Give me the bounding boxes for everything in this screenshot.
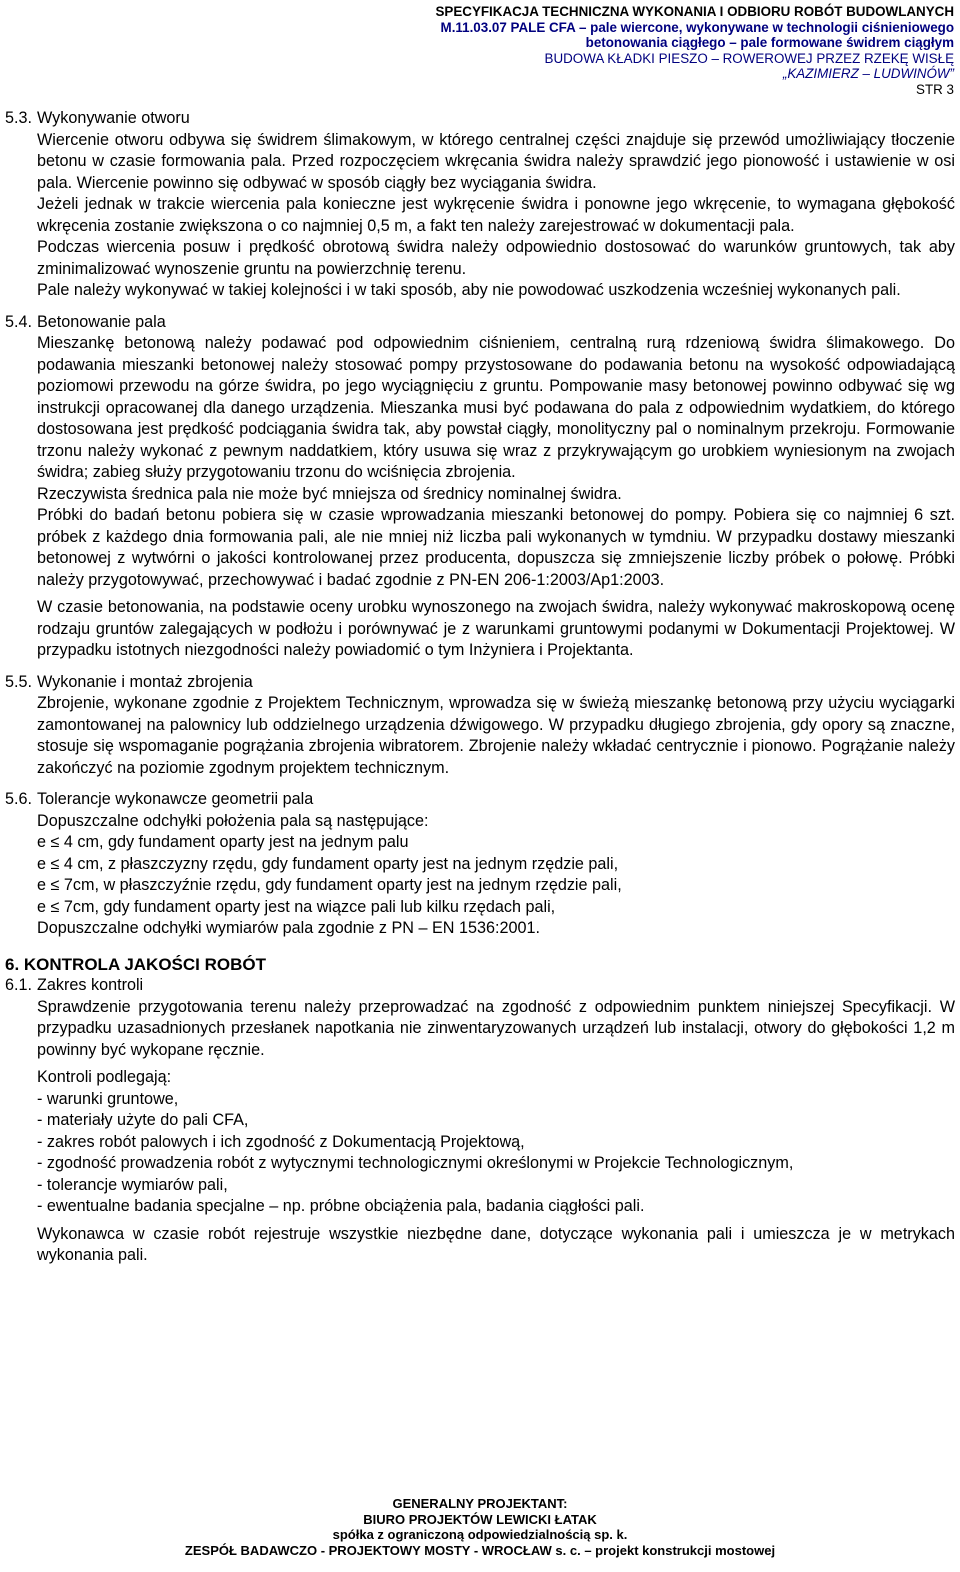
paragraph: Mieszankę betonową należy podawać pod odpowiednim ciśnieniem, centralną rurą rdzeniową świdra ślimakowego. Do podawania mieszanki betonowej należy stosować pompy przystosowane do podawania betonu na wysokość odpowiadającą poziomowi przewodu na górze świdra, po jego wyciągnięciu z gruntu. Pompowanie masy betonowej powinno odbywać się wg instrukcji opracowanej dla danego urządzenia. Mieszanka musi być podawana do pala z odpowiednim wydatkiem, do którego dostosowana jest prędkość podciągania świdra tak, aby powstał ciągły, monolityczny pal o nominalnym przekroju. Formowanie trzonu należy wykonać z pewnym naddatkiem, który usuwa się wraz z przykrywającym go urobkiem wyniesionym na zwojach świdra; zabieg służy przygotowaniu trzonu do wciśnięcia zbrojenia. (37, 334, 955, 481)
section-5-5-body (37, 693, 955, 779)
footer-company: BIURO PROJEKTÓW LEWICKI ŁATAK (363, 1511, 597, 1527)
section-number: 5.5. (5, 672, 33, 691)
list-item: e ≤ 4 cm, z płaszczyzny rzędu, gdy fundament oparty jest na jednym rzędzie pali, (37, 854, 619, 873)
section-5-4-body (37, 333, 955, 662)
paragraph: Sprawdzenie przygotowania terenu należy przeprowadzać na zgodność z odpowiednim punktem niniejszej Specyfikacji. W przypadku uzasadnionych przesłanek napotkania nie zinwentaryzowanych urządzeń lub instalacji, otwory do głębokości 1,2 m powinny być wykopane ręcznie. (37, 997, 955, 1059)
control-list (37, 1067, 955, 1218)
list-item: - materiały użyte do pali CFA, (37, 1111, 249, 1129)
section-5-6-heading (5, 789, 955, 811)
list-item: - zakres robót palowych i ich zgodność z Dokumentacją Projektową, (37, 1132, 525, 1151)
section-5-5-heading (5, 672, 955, 694)
section-number: 5.6. (5, 790, 33, 808)
section-6-1-body (37, 997, 955, 1267)
footer-label: GENERALNY PROJEKTANT: (392, 1496, 568, 1511)
paragraph: Wiercenie otworu odbywa się świdrem ślimakowym, w którego centralnej części znajduje się przewód umożliwiający tłoczenie betonu w czasie formowania pala. Przed rozpoczęciem wkręcania świdra należy sprawdzić jego pionowość i ustawienie w osi pala. Wiercenie powinno się odbywać w sposób ciągły bez wyciągania świdra. (37, 130, 955, 192)
paragraph: Wykonawca w czasie robót rejestruje wszystkie niezbędne dane, dotyczące wykonania pali i umieszcza je w metrykach wykonania pali. (37, 1224, 955, 1264)
footer-team: ZESPÓŁ BADAWCZO - PROJEKTOWY MOSTY - WROCŁAW s. c. – projekt konstrukcji mostowej (184, 1542, 776, 1558)
chapter-6-heading: 6. KONTROLA JAKOŚCI ROBÓT (5, 954, 266, 974)
document-body (5, 108, 955, 1267)
section-title: Tolerancje wykonawcze geometrii pala (37, 790, 314, 808)
list-item: - ewentualne badania specjalne – np. próbne obciążenia pala, badania ciągłości pali. (37, 1197, 645, 1215)
page-header (314, 4, 954, 98)
footer-company-form: spółka z ograniczoną odpowiedzialnością sp. k. (332, 1527, 628, 1542)
page-footer (0, 1496, 960, 1558)
header-spec-code: M.11.03.07 PALE CFA – pale wiercone, wykonywane w technologii ciśnieniowego (440, 19, 954, 35)
header-spec-subtitle: betonowania ciągłego – pale formowane świdrem ciągłym (585, 35, 954, 51)
header-project-name: BUDOWA KŁADKI PIESZO – ROWEROWEJ PRZEZ RZEKĘ WISŁĘ (544, 50, 954, 66)
section-5-3-body (37, 130, 955, 302)
section-number: 6.1. (5, 976, 33, 994)
section-title: Zakres kontroli (37, 976, 144, 994)
list-item: - tolerancje wymiarów pali, (37, 1175, 228, 1194)
list-intro: Kontroli podlegają: (37, 1068, 172, 1086)
paragraph: W czasie betonowania, na podstawie oceny urobku wynoszonego na zwojach świdra, należy wykonywać makroskopową ocenę rodzaju gruntów zalegających w podłożu i porównywać je z warunkami gruntowymi podanymi w Dokumentacji Projektowej. W przypadku istotnych niezgodności należy powiadomić o tym Inżyniera i Projektanta. (37, 598, 955, 659)
paragraph: Rzeczywista średnica pala nie może być mniejsza od średnicy nominalnej świdra. (37, 484, 622, 503)
list-item: - warunki gruntowe, (37, 1089, 179, 1108)
section-title: Wykonanie i montaż zbrojenia (37, 672, 253, 691)
section-5-3-heading (5, 108, 955, 130)
header-project-location: „KAZIMIERZ – LUDWINÓW” (782, 66, 954, 82)
paragraph: Próbki do badań betonu pobiera się w czasie wprowadzania mieszanki betonowej do pompy. Pobiera się co najmniej 6 szt. próbek z każdego dnia formowania pali, ale nie mniej niż liczba pali wykonanych w tymdniu. W przypadku dostawy mieszanki betonowej z wytwórni o jakości kontrolowanej przez producenta, dopuszcza się zmniejszenie liczby próbek o połowę. Próbki należy przygotowywać, przechowywać i badać zgodnie z PN-EN 206-1:2003/Ap1:2003. (37, 506, 955, 589)
list-item: - zgodność prowadzenia robót z wytycznymi technologicznymi określonymi w Projekcie Technologicznym, (37, 1154, 794, 1172)
paragraph: Pale należy wykonywać w takiej kolejności i w taki sposób, aby nie powodować uszkodzenia wcześniej wykonanych pali. (37, 281, 901, 299)
paragraph: Zbrojenie, wykonane zgodnie z Projektem Technicznym, wprowadza się w świeżą mieszankę betonową przy użyciu wyciągarki zamontowanej na palownicy lub oddzielnego urządzenia dźwigowego. W przypadku długiego zbrojenia, gdy opory są znaczne, stosuje się wspomaganie pogrążania zbrojenia wibratorem. Zbrojenie należy wkładać centrycznie i pionowo. Pogrążanie należy zakończyć na poziomie zgodnym projektem technicznym. (37, 694, 955, 777)
section-5-4-heading (5, 312, 955, 334)
section-title: Wykonywanie otworu (37, 109, 190, 127)
list-item: e ≤ 4 cm, gdy fundament oparty jest na jednym palu (37, 833, 409, 851)
section-number: 5.4. (5, 312, 33, 331)
paragraph: Jeżeli jednak w trakcie wiercenia pala konieczne jest wykręcenie świdra i ponowne jego wkręcenie, to wymagana głębokość wkręcenia zostanie zwiększona o co najmniej 0,5 m, a fakt ten należy zarejestrować w dokumentacji pala. (37, 195, 955, 235)
list-item: e ≤ 7cm, gdy fundament oparty jest na wiązce pali lub kilku rzędach pali, (37, 897, 556, 916)
list-item: e ≤ 7cm, w płaszczyźnie rzędu, gdy fundament oparty jest na jednym rzędzie pali, (37, 876, 622, 894)
list-item: Dopuszczalne odchyłki wymiarów pala zgodnie z PN – EN 1536:2001. (37, 919, 540, 937)
header-spec-title: SPECYFIKACJA TECHNICZNA WYKONANIA I ODBIORU ROBÓT BUDOWLANYCH (435, 4, 954, 19)
section-5-6-body (37, 811, 955, 940)
list-intro: Dopuszczalne odchyłki położenia pala są następujące: (37, 811, 429, 830)
page-number: STR 3 (916, 81, 954, 97)
section-title: Betonowanie pala (37, 312, 166, 331)
section-6-1-heading (5, 975, 955, 997)
paragraph: Podczas wiercenia posuw i prędkość obrotową świdra należy odpowiednio dostosować do warunków gruntowych, tak aby zminimalizować wynoszenie gruntu na powierzchnię terenu. (37, 238, 955, 278)
section-number: 5.3. (5, 109, 33, 127)
